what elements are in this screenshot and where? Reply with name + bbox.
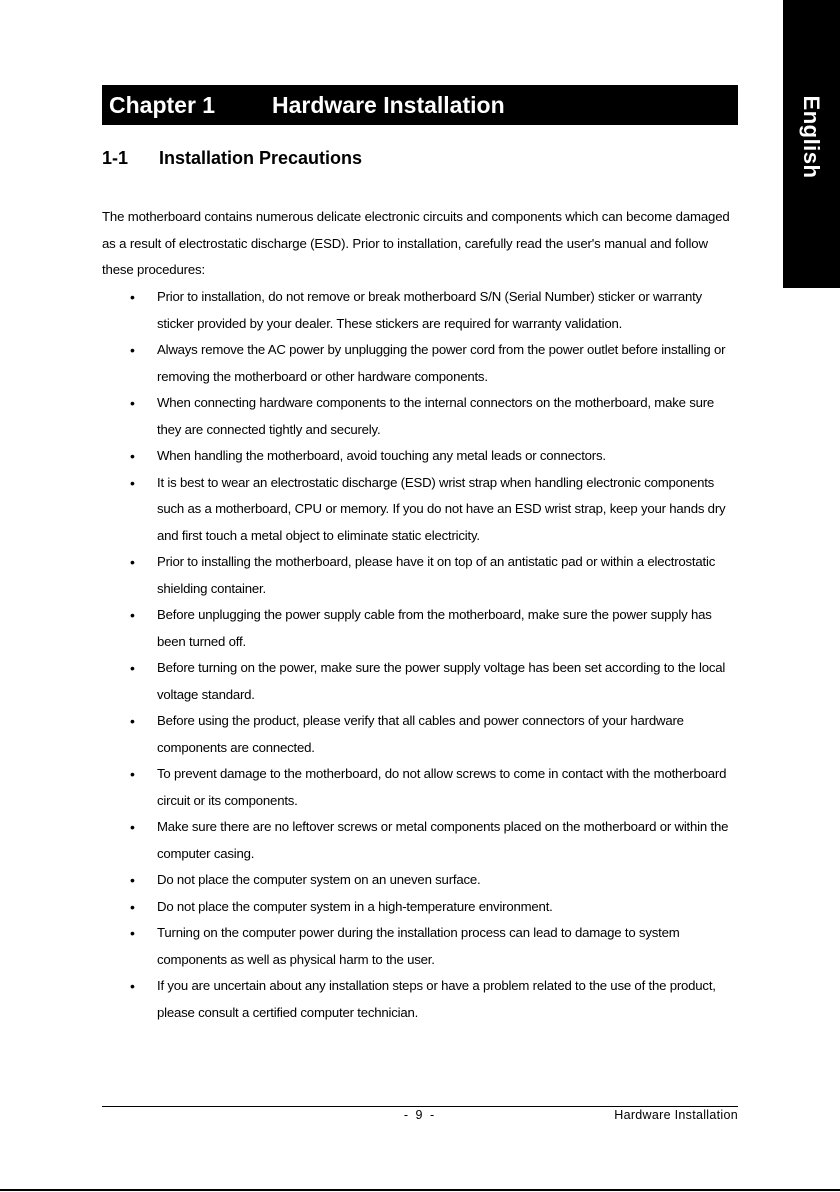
bullet-point: •	[130, 607, 135, 623]
precaution-text: If you are uncertain about any installation steps or have a problem related to the use of the product, please consult a certified computer technician.	[157, 978, 716, 1020]
precaution-text: Prior to installation, do not remove or break motherboard S/N (Serial Number) sticker or warranty sticker provided by your dealer. These stickers are required for warranty validation.	[157, 289, 702, 331]
precaution-item	[102, 549, 738, 602]
section-number: 1-1	[102, 148, 129, 168]
bullet-point: •	[130, 395, 135, 411]
section-title: Installation Precautions	[159, 148, 363, 168]
precaution-text: Prior to installing the motherboard, please have it on top of an antistatic pad or within a electrostatic shielding container.	[157, 554, 716, 596]
precaution-text: To prevent damage to the motherboard, do not allow screws to come in contact with the motherboard circuit or its components.	[157, 766, 727, 808]
footer-title: Hardware Installation	[614, 1108, 738, 1122]
precautions-list	[102, 284, 738, 1026]
language-tab	[783, 0, 840, 288]
precaution-item	[102, 337, 738, 390]
precaution-item	[102, 894, 738, 921]
bullet-point: •	[130, 925, 135, 941]
precaution-item	[102, 708, 738, 761]
section-heading	[102, 146, 362, 170]
bullet-point: •	[130, 554, 135, 570]
precaution-item	[102, 655, 738, 708]
precaution-item	[102, 470, 738, 550]
precaution-text: It is best to wear an electrostatic discharge (ESD) wrist strap when handling electronic components such as a motherboard, CPU or memory. If you do not have an ESD wrist strap, keep your hands dry and first touch a metal object to eliminate static electricity.	[157, 474, 726, 543]
bullet-point: •	[130, 766, 135, 782]
bullet-point: •	[130, 978, 135, 994]
chapter-header	[102, 85, 738, 125]
chapter-title: Hardware Installation	[272, 92, 505, 118]
chapter-number: Chapter 1	[109, 92, 216, 118]
precaution-text: Turning on the computer power during the installation process can lead to damage to system components as well as physical harm to the user.	[157, 925, 680, 967]
precaution-text: Before using the product, please verify that all cables and power connectors of your hardware components are connected.	[157, 713, 684, 755]
page-bottom-divider	[0, 1189, 840, 1191]
precaution-text: Do not place the computer system in a high-temperature environment.	[157, 898, 553, 914]
precaution-text: Before turning on the power, make sure the power supply voltage has been set according to the local voltage standard.	[157, 660, 726, 702]
bullet-point: •	[130, 898, 135, 915]
page-number: - 9 -	[403, 1108, 437, 1122]
precaution-item	[102, 920, 738, 973]
precaution-item	[102, 390, 738, 443]
precaution-item	[102, 761, 738, 814]
bullet-point: •	[130, 342, 135, 358]
precaution-text: Do not place the computer system on an uneven surface.	[157, 872, 481, 887]
precaution-text: Always remove the AC power by unplugging the power cord from the power outlet before installing or removing the motherboard or other hardware components.	[157, 342, 726, 384]
bullet-point: •	[130, 660, 135, 676]
precaution-text: Before unplugging the power supply cable from the motherboard, make sure the power supply has been turned off.	[157, 607, 712, 649]
precaution-item	[102, 814, 738, 867]
bullet-point: •	[130, 819, 135, 835]
precaution-item	[102, 284, 738, 337]
precaution-item	[102, 867, 738, 894]
bullet-point: •	[130, 289, 135, 305]
precaution-text: Make sure there are no leftover screws or metal components placed on the motherboard or within the computer casing.	[157, 819, 729, 861]
precaution-item	[102, 443, 738, 470]
precaution-text: When handling the motherboard, avoid touching any metal leads or connectors.	[157, 448, 606, 463]
precaution-item	[102, 973, 738, 1026]
bullet-point: •	[130, 474, 135, 491]
bullet-point: •	[130, 872, 135, 888]
language-tab-label: English	[799, 95, 824, 179]
intro-paragraph: The motherboard contains numerous delicate electronic circuits and components which can become damaged as a result of electrostatic discharge (ESD). Prior to installation, carefully read the user's manual and follow these procedures:	[102, 209, 730, 277]
precaution-text: When connecting hardware components to the internal connectors on the motherboard, make sure they are connected tightly and securely.	[157, 395, 715, 437]
bullet-point: •	[130, 448, 135, 464]
precaution-item	[102, 602, 738, 655]
bullet-point: •	[130, 713, 135, 729]
